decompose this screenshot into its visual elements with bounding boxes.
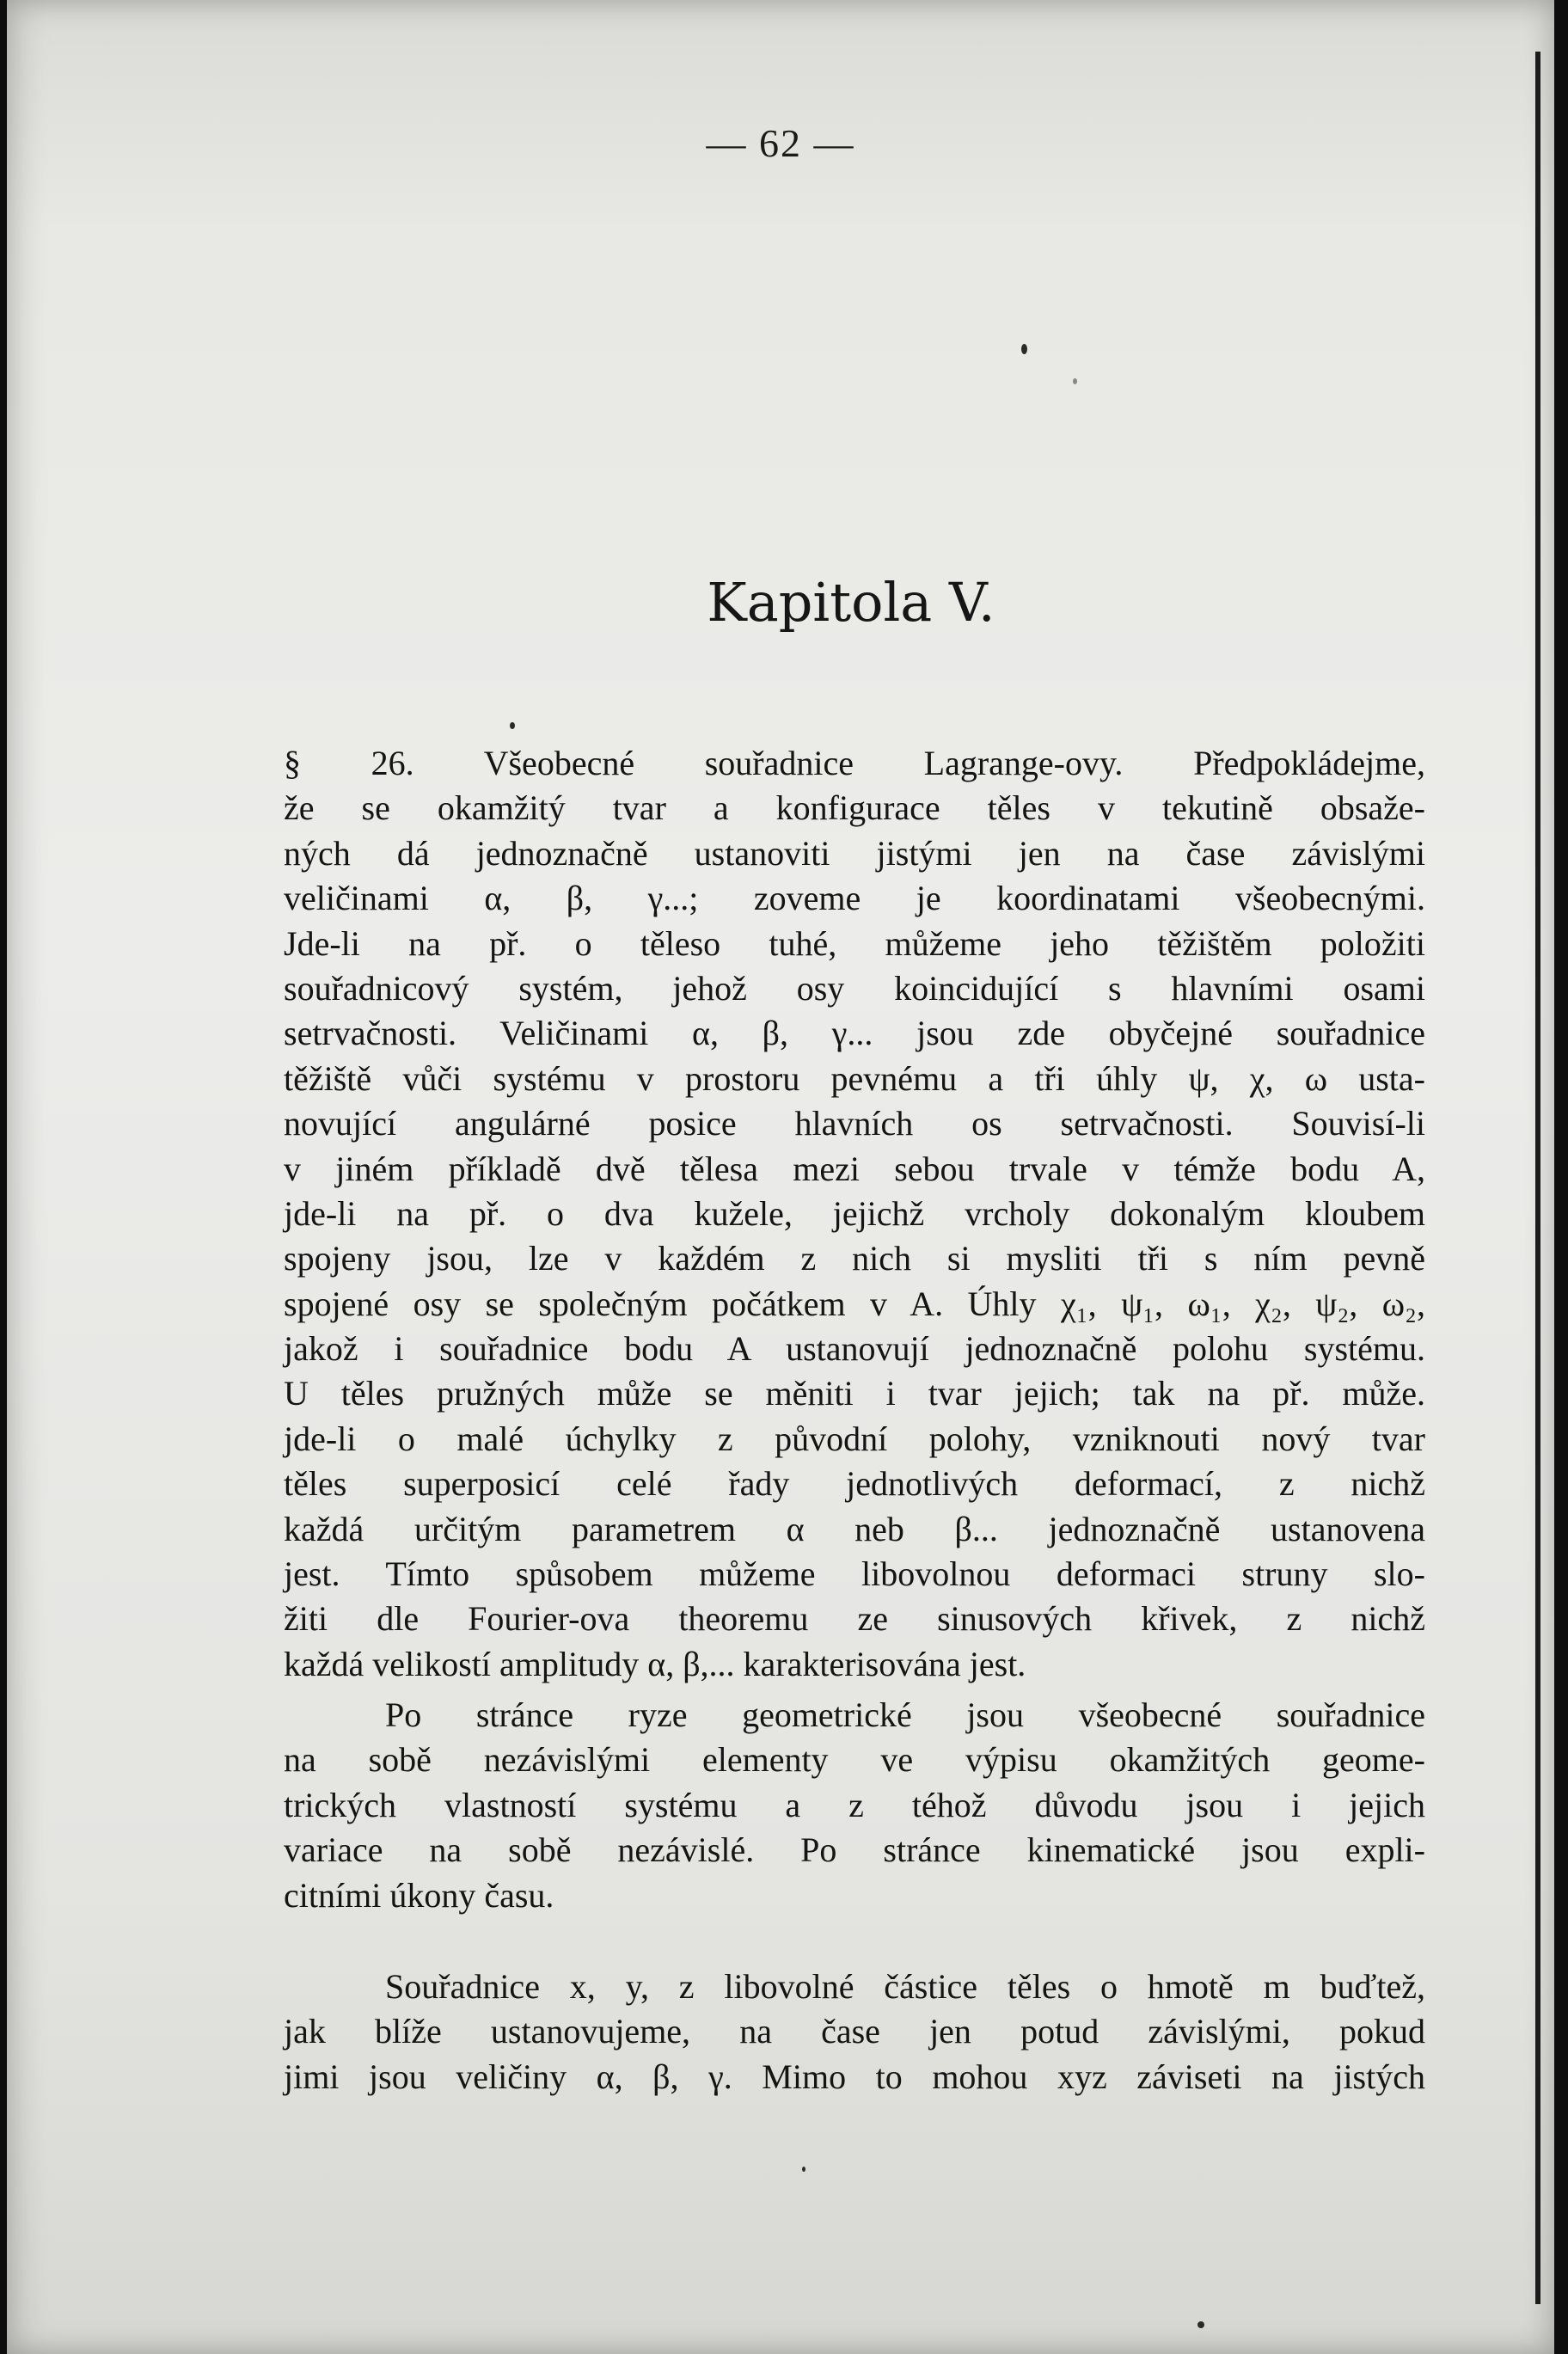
text-line: jde-li o malé úchylky z původní polohy, vzniknouti nový tvar [284,1419,1425,1458]
text-line: Souřadnice x, y, z libovolné částice těles o hmotě m buďtež, [385,1967,1425,2006]
text-line: veličinami α, β, γ...; zoveme je koordinatami všeobecnými. [284,879,1425,918]
text-line: novující angulárné posice hlavních os setrvačnosti. Souvisí-li [284,1104,1425,1143]
text-line: jest. Tímto spůsobem můžeme libovolnou deformaci struny slo- [284,1554,1425,1594]
paragraph-section-26 [284,741,1425,1687]
text-line: trických vlastností systému a z téhož důvodu jsou i jejich [284,1785,1425,1824]
text-line: Jde-li na př. o těleso tuhé, můžeme jeho těžištěm položiti [284,923,1425,963]
text-line: spojeny jsou, lze v každém z nich si mysliti tři s ním pevně [284,1239,1425,1278]
text-line: jakož i souřadnice bodu A ustanovují jednoznačně polohu systému. [284,1329,1425,1369]
chapter-title: Kapitola V. [707,571,995,634]
text-line: těles superposicí celé řady jednotlivých deformací, z nichž [284,1464,1425,1504]
text-line: souřadnicový systém, jehož osy koincidující s hlavními osami [284,968,1425,1008]
scan-speck [1073,378,1077,384]
scan-speck [1021,344,1027,354]
text-line: ných dá jednoznačně ustanoviti jistými jen na čase závislými [284,833,1425,873]
text-line: jde-li na př. o dva kužele, jejichž vrcholy dokonalým kloubem [284,1193,1425,1233]
text-line: jimi jsou veličiny α, β, γ. Mimo to mohou xyz záviseti na jistých [284,2057,1425,2096]
text-line: žiti dle Fourier-ova theoremu ze sinusových křivek, z nichž [284,1599,1425,1639]
scan-speck [510,722,515,729]
text-line: jak blíže ustanovujeme, na čase jen potud závislými, pokud [284,2012,1425,2051]
text-line: citními úkony času. [284,1875,554,1915]
paragraph-geometric [284,1693,1425,1918]
text-line: U těles pružných může se měniti i tvar jejich; tak na př. může. [284,1374,1425,1413]
text-line: každá určitým parametrem α neb β... jednoznačně ustanovena [284,1509,1425,1548]
page-edge-shadow [1535,52,1540,2304]
text-line: těžiště vůči systému v prostoru pevnému a tři úhly ψ, χ, ω usta- [284,1058,1425,1098]
text-line: na sobě nezávislými elementy ve výpisu okamžitých geome- [284,1740,1425,1780]
text-line: v jiném příkladě dvě tělesa mezi sebou trvale v témže bodu A, [284,1149,1425,1188]
page-number: — 62 — [706,121,855,165]
paragraph-coordinates [284,1965,1425,2100]
text-line: že se okamžitý tvar a konfigurace těles v tekutině obsaže- [284,788,1425,828]
text-line: každá velikostí amplitudy α, β,... karakterisována jest. [284,1644,1026,1683]
scan-speck [1197,2321,1204,2328]
text-line: spojené osy se společným počátkem v A. Úhly χ₁, ψ₁, ω₁, χ₂, ψ₂, ω₂, [284,1284,1425,1323]
scan-speck [802,2167,805,2172]
text-line: variace na sobě nezávislé. Po stránce kinematické jsou expli- [284,1830,1425,1870]
text-line: Po stránce ryze geometrické jsou všeobecné souřadnice [385,1695,1425,1734]
scanned-page [7,0,1554,2354]
text-line: § 26. Všeobecné souřadnice Lagrange-ovy. Předpokládejme, [284,744,1425,782]
text-line: setrvačnosti. Veličinami α, β, γ... jsou zde obyčejné souřadnice [284,1014,1425,1053]
